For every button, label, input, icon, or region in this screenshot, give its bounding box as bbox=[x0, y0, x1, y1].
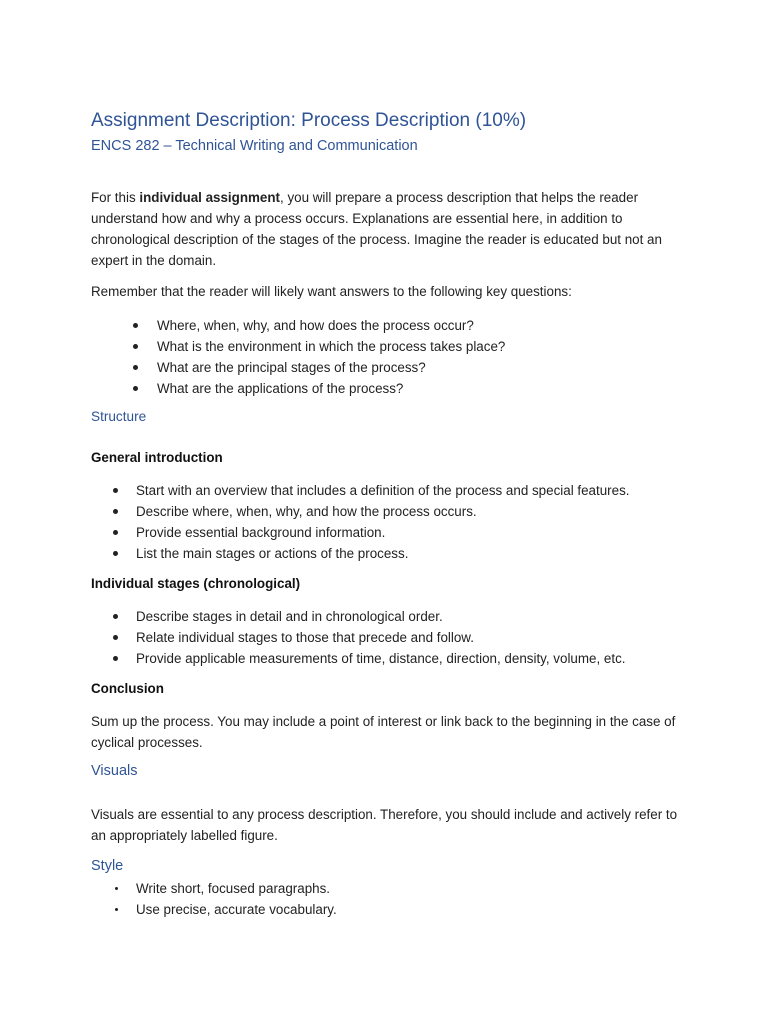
intro-text-after: , you will prepare a process description that helps the reader understand how and why a process occurs. Explanations are essential here, in addition to chronological description of the stages of the process. Imagine the reader is educated but not an expert in the domain. bbox=[91, 190, 662, 268]
bullet-icon bbox=[133, 344, 138, 349]
intro-bold-text: individual assignment bbox=[139, 190, 281, 205]
list-item: Use precise, accurate vocabulary. bbox=[113, 899, 337, 920]
visuals-heading: Visuals bbox=[91, 763, 138, 779]
stages-heading: Individual stages (chronological) bbox=[91, 576, 301, 591]
bullet-icon bbox=[113, 551, 118, 556]
style-list bbox=[113, 878, 337, 920]
bullet-icon bbox=[115, 887, 118, 890]
visuals-paragraph: Visuals are essential to any process description. Therefore, you should include and actively refer to an appropriately labelled figure. bbox=[91, 807, 678, 843]
stages-list bbox=[110, 606, 626, 669]
page-title: Assignment Description: Process Description (10%) bbox=[91, 110, 527, 131]
bullet-icon bbox=[133, 323, 138, 328]
list-item: Provide essential background information. bbox=[110, 522, 630, 543]
bullet-icon bbox=[113, 509, 118, 514]
intro-paragraph bbox=[91, 187, 686, 271]
remember-paragraph: Remember that the reader will likely want answers to the following key questions: bbox=[91, 284, 572, 299]
list-item: What is the environment in which the process takes place? bbox=[130, 336, 505, 357]
course-subtitle: ENCS 282 – Technical Writing and Communication bbox=[91, 138, 418, 154]
style-heading: Style bbox=[91, 858, 124, 874]
list-item: Describe where, when, why, and how the process occurs. bbox=[110, 501, 630, 522]
list-item: What are the applications of the process? bbox=[130, 378, 505, 399]
list-item: Write short, focused paragraphs. bbox=[113, 878, 337, 899]
list-item: Describe stages in detail and in chronological order. bbox=[110, 606, 626, 627]
general-intro-list bbox=[110, 480, 630, 564]
list-item: What are the principal stages of the process? bbox=[130, 357, 505, 378]
list-item: List the main stages or actions of the process. bbox=[110, 543, 630, 564]
bullet-icon bbox=[133, 365, 138, 370]
conclusion-heading: Conclusion bbox=[91, 681, 164, 696]
key-questions-list bbox=[130, 315, 505, 399]
structure-heading: Structure bbox=[91, 409, 147, 424]
bullet-icon bbox=[133, 386, 138, 391]
list-item: Start with an overview that includes a definition of the process and special features. bbox=[110, 480, 630, 501]
list-item: Where, when, why, and how does the process occur? bbox=[130, 315, 505, 336]
bullet-icon bbox=[113, 530, 118, 535]
bullet-icon bbox=[113, 488, 118, 493]
bullet-icon bbox=[113, 614, 118, 619]
list-item: Provide applicable measurements of time, distance, direction, density, volume, etc. bbox=[110, 648, 626, 669]
bullet-icon bbox=[115, 908, 118, 911]
list-item: Relate individual stages to those that precede and follow. bbox=[110, 627, 626, 648]
general-intro-heading: General introduction bbox=[91, 450, 223, 465]
bullet-icon bbox=[113, 635, 118, 640]
intro-text-before: For this bbox=[91, 190, 140, 205]
conclusion-paragraph: Sum up the process. You may include a point of interest or link back to the beginning in the case of cyclical processes. bbox=[91, 714, 676, 750]
bullet-icon bbox=[113, 656, 118, 661]
